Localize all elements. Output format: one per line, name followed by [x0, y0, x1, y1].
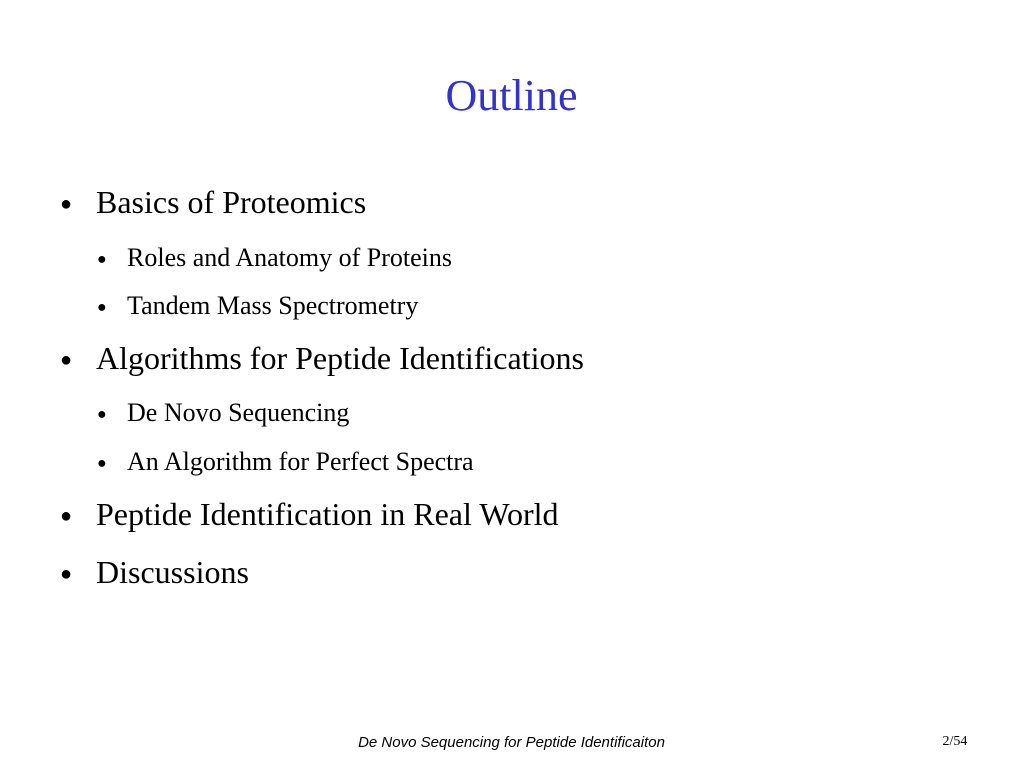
- outline-subitem-label: An Algorithm for Perfect Spectra: [127, 447, 474, 476]
- slide-title: Outline: [445, 71, 578, 120]
- bullet-icon: ●: [97, 455, 107, 472]
- bullet-icon: ●: [97, 299, 107, 316]
- bullet-icon: ●: [60, 349, 73, 371]
- outline-subitem-label: De Novo Sequencing: [127, 398, 350, 427]
- bullet-icon: ●: [60, 505, 73, 527]
- outline-item-label: Discussions: [96, 554, 249, 590]
- bullet-icon: ●: [97, 251, 107, 268]
- outline-subitem-label: Roles and Anatomy of Proteins: [127, 243, 452, 272]
- bullet-icon: ●: [97, 406, 107, 423]
- bullet-icon: ●: [60, 563, 73, 585]
- outline-item-label: Basics of Proteomics: [96, 184, 367, 220]
- outline-item-label: Algorithms for Peptide Identifications: [96, 340, 584, 376]
- bullet-icon: ●: [60, 193, 73, 215]
- outline-item-label: Peptide Identification in Real World: [96, 496, 559, 532]
- page-number: 2/54: [942, 734, 968, 749]
- outline-subitem-label: Tandem Mass Spectrometry: [127, 291, 419, 320]
- footer-title: De Novo Sequencing for Peptide Identificaiton: [358, 734, 665, 751]
